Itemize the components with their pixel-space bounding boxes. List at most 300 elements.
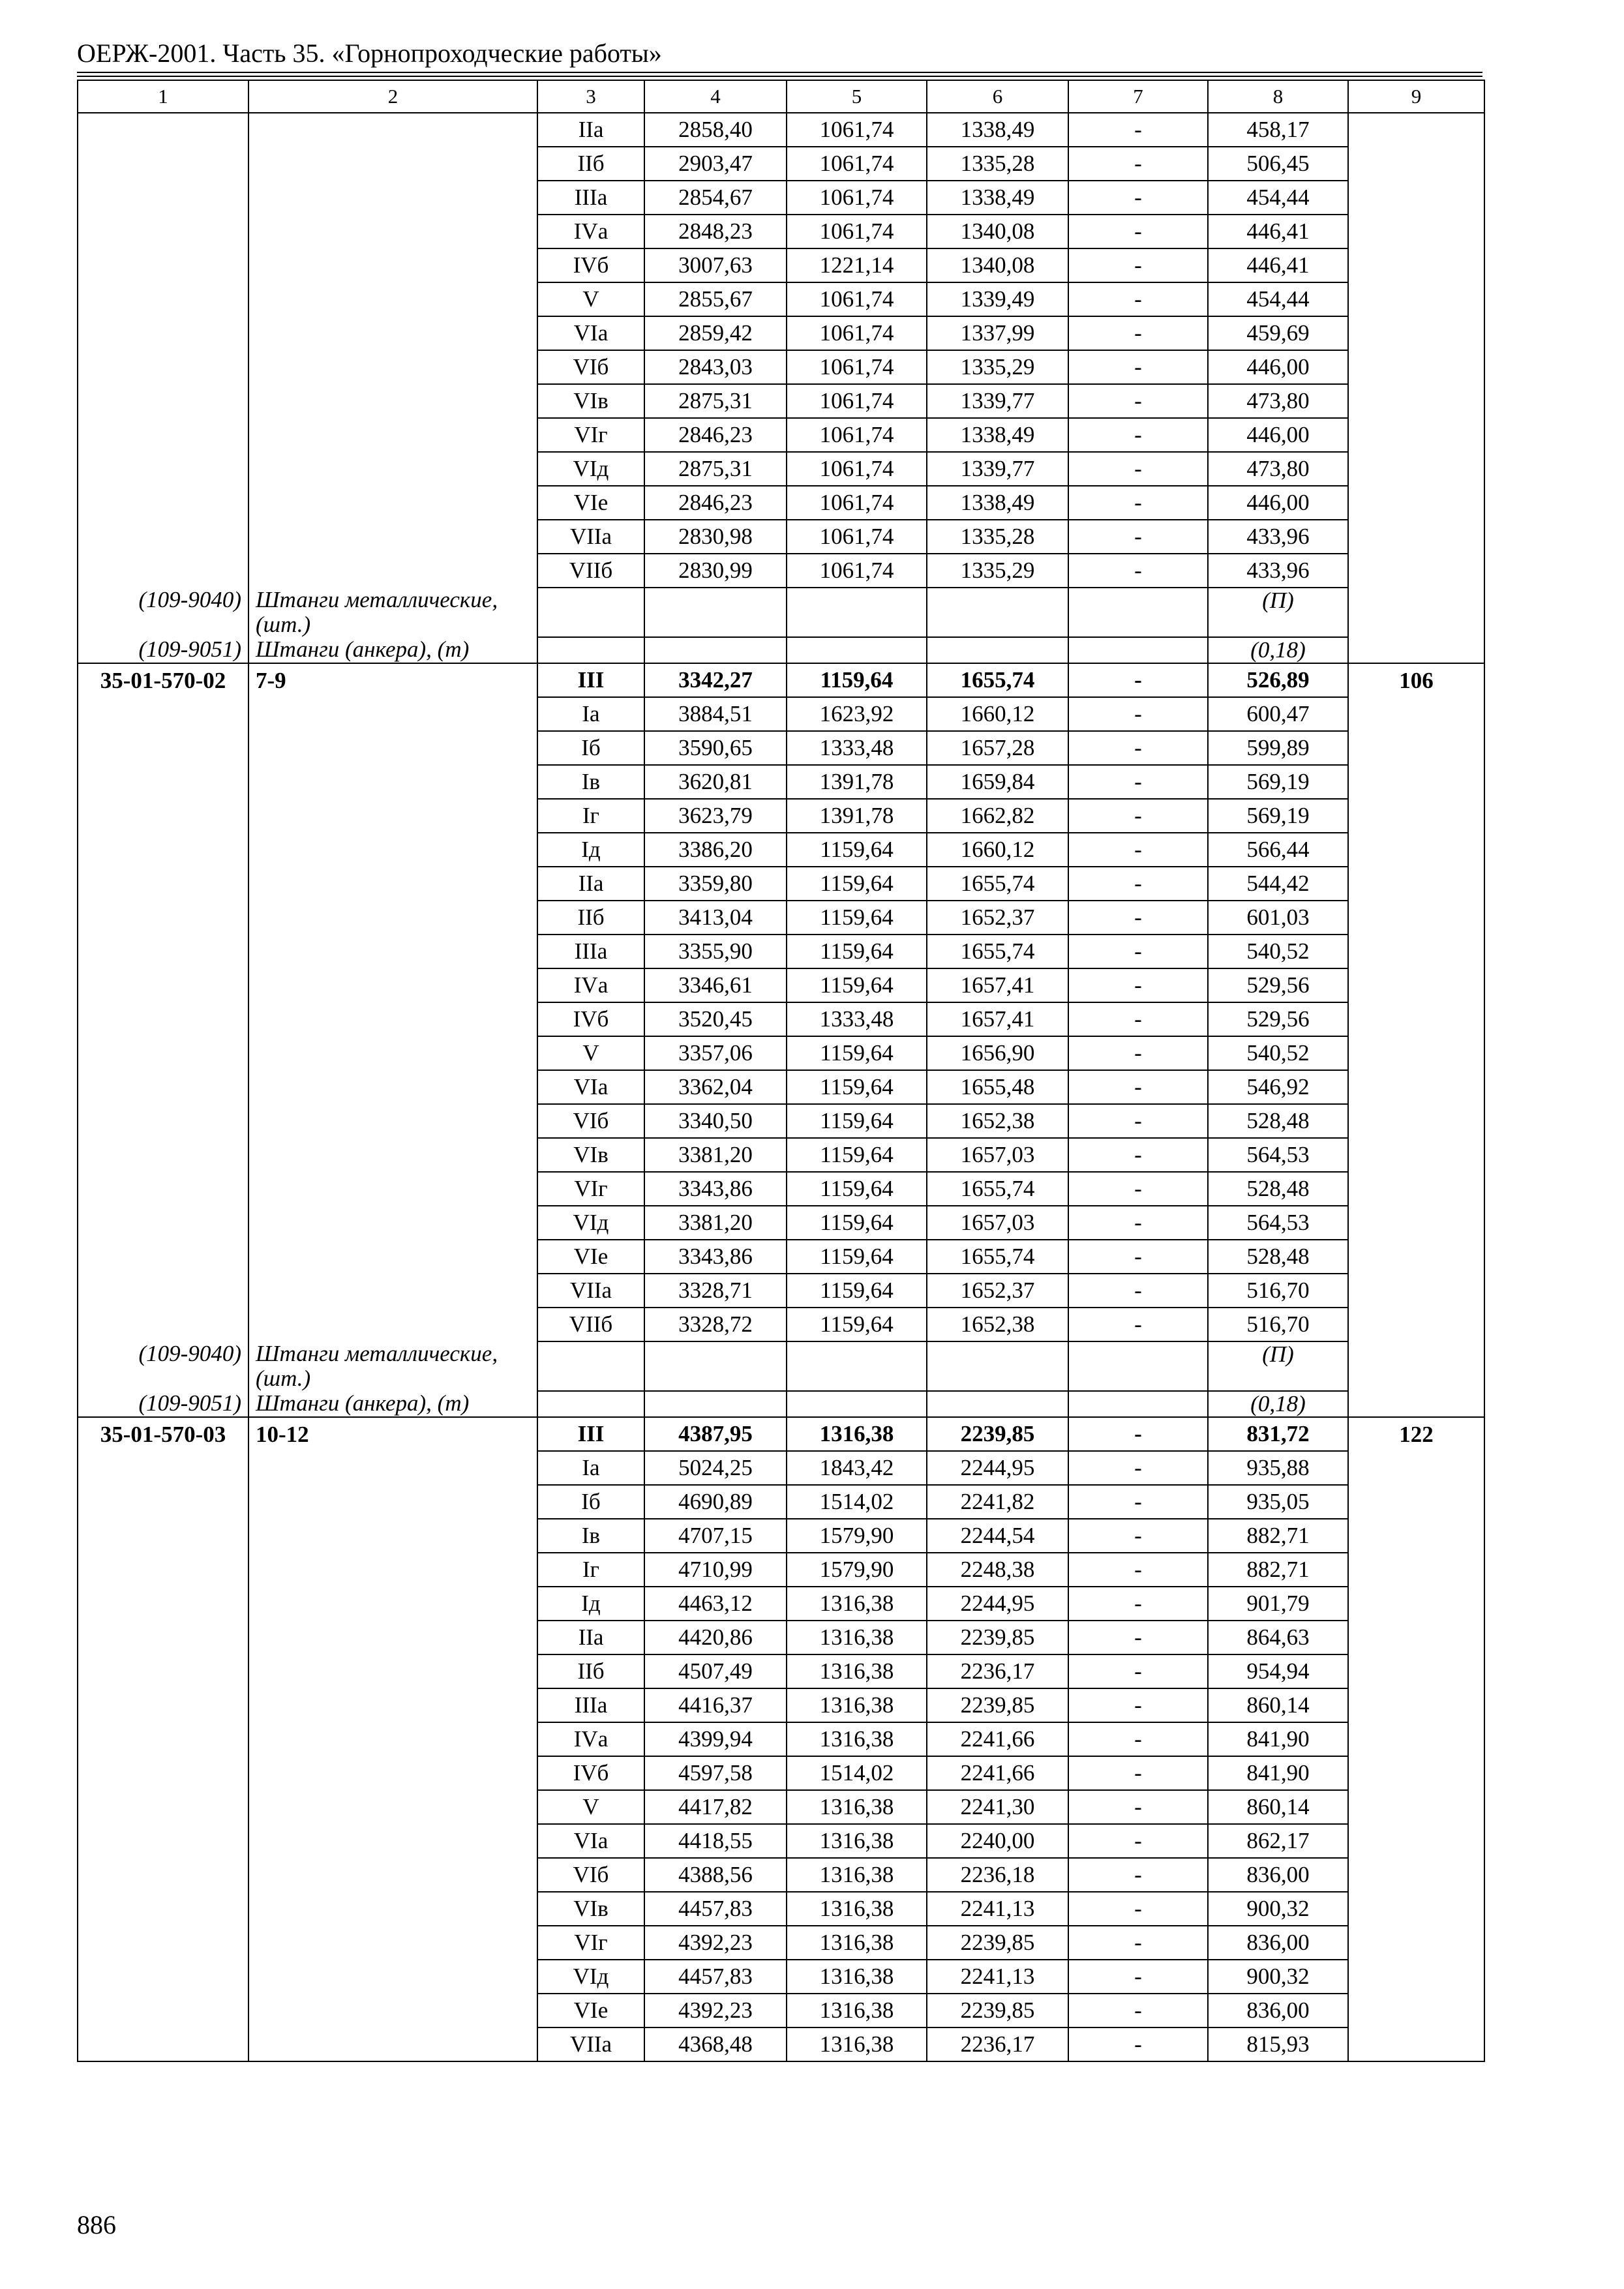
code-cell <box>78 1688 248 1722</box>
value-cell-c8: 836,00 <box>1208 1858 1348 1892</box>
note-text: Штанги металлические, (шт.) <box>248 588 537 637</box>
code-cell <box>78 1824 248 1858</box>
value-cell-c7: - <box>1068 2027 1208 2061</box>
value-cell-c5: 1061,74 <box>787 554 927 588</box>
name-cell <box>248 384 537 418</box>
value-cell-c8: 566,44 <box>1208 833 1348 867</box>
empty-cell <box>927 637 1068 663</box>
value-cell-c6: 2241,13 <box>927 1960 1068 1994</box>
value-cell-c4: 4416,37 <box>644 1688 787 1722</box>
total-cell <box>1348 1274 1484 1308</box>
name-cell <box>248 486 537 520</box>
value-cell-c4: 3328,71 <box>644 1274 787 1308</box>
value-cell-c8: 954,94 <box>1208 1654 1348 1688</box>
value-cell-c7: - <box>1068 1070 1208 1104</box>
total-cell <box>1348 1553 1484 1587</box>
empty-cell <box>787 1341 927 1391</box>
value-cell-c5: 1579,90 <box>787 1553 927 1587</box>
table-row <box>78 1451 1484 1485</box>
name-cell <box>248 901 537 935</box>
value-cell-c8: 446,41 <box>1208 248 1348 282</box>
value-cell-c6: 1662,82 <box>927 799 1068 833</box>
value-cell-c7: - <box>1068 248 1208 282</box>
value-cell-c7: - <box>1068 1892 1208 1926</box>
total-cell <box>1348 833 1484 867</box>
total-cell <box>1348 1994 1484 2027</box>
total-cell <box>1348 1104 1484 1138</box>
total-cell <box>1348 799 1484 833</box>
value-cell-c8: 882,71 <box>1208 1519 1348 1553</box>
value-cell-c4: 3381,20 <box>644 1206 787 1240</box>
name-cell <box>248 799 537 833</box>
empty-cell <box>644 588 787 637</box>
value-cell-c8: 901,79 <box>1208 1587 1348 1621</box>
note-value: (0,18) <box>1208 637 1348 663</box>
zone-cell: VIа <box>537 1070 644 1104</box>
table-row <box>78 867 1484 901</box>
value-cell-c7: - <box>1068 1858 1208 1892</box>
code-cell <box>78 1587 248 1621</box>
column-number: 1 <box>78 80 248 113</box>
value-cell-c6: 1652,37 <box>927 1274 1068 1308</box>
table-row <box>78 1206 1484 1240</box>
value-cell-c7: - <box>1068 799 1208 833</box>
zone-cell: VIд <box>537 452 644 486</box>
value-cell-c6: 1659,84 <box>927 765 1068 799</box>
name-cell <box>248 113 537 147</box>
zone-cell: V <box>537 1036 644 1070</box>
total-cell <box>1348 1926 1484 1960</box>
value-cell-c7: - <box>1068 282 1208 316</box>
empty-cell <box>537 588 644 637</box>
value-cell-c6: 1652,38 <box>927 1104 1068 1138</box>
value-cell-c7: - <box>1068 1994 1208 2027</box>
value-cell-c5: 1061,74 <box>787 520 927 554</box>
value-cell-c6: 1657,28 <box>927 731 1068 765</box>
code-cell <box>78 316 248 350</box>
code-cell <box>78 181 248 215</box>
value-cell-c6: 1339,77 <box>927 452 1068 486</box>
value-cell-c4: 4420,86 <box>644 1621 787 1654</box>
value-cell-c5: 1316,38 <box>787 1994 927 2027</box>
name-cell <box>248 1654 537 1688</box>
price-table-body <box>78 80 1484 2061</box>
value-cell-c7: - <box>1068 1722 1208 1756</box>
zone-cell: IVа <box>537 968 644 1002</box>
table-row <box>78 901 1484 935</box>
note-code: (109-9051) <box>78 1391 248 1417</box>
value-cell-c7: - <box>1068 901 1208 935</box>
value-cell-c8: 569,19 <box>1208 765 1348 799</box>
value-cell-c7: - <box>1068 1519 1208 1553</box>
value-cell-c4: 2858,40 <box>644 113 787 147</box>
total-cell <box>1348 588 1484 637</box>
zone-cell: VIа <box>537 1824 644 1858</box>
value-cell-c8: 528,48 <box>1208 1172 1348 1206</box>
table-row <box>78 833 1484 867</box>
empty-cell <box>644 1341 787 1391</box>
value-cell-c4: 3355,90 <box>644 935 787 968</box>
name-cell <box>248 697 537 731</box>
zone-cell: Iв <box>537 765 644 799</box>
value-cell-c4: 4418,55 <box>644 1824 787 1858</box>
code-cell <box>78 1621 248 1654</box>
total-cell <box>1348 418 1484 452</box>
value-cell-c7: - <box>1068 935 1208 968</box>
value-cell-c4: 4690,89 <box>644 1485 787 1519</box>
value-cell-c8: 446,00 <box>1208 418 1348 452</box>
code-cell <box>78 452 248 486</box>
value-cell-c8: 900,32 <box>1208 1892 1348 1926</box>
code-cell <box>78 147 248 181</box>
value-cell-c6: 1340,08 <box>927 248 1068 282</box>
value-cell-c5: 1316,38 <box>787 1960 927 1994</box>
empty-cell <box>537 1391 644 1417</box>
code-cell <box>78 1104 248 1138</box>
zone-cell: IVб <box>537 248 644 282</box>
name-cell <box>248 554 537 588</box>
value-cell-c8: 458,17 <box>1208 113 1348 147</box>
value-cell-c5: 1391,78 <box>787 765 927 799</box>
empty-cell <box>644 637 787 663</box>
zone-cell: IIб <box>537 147 644 181</box>
value-cell-c4: 3340,50 <box>644 1104 787 1138</box>
name-cell: 10-12 <box>248 1417 537 1451</box>
value-cell-c8: 831,72 <box>1208 1417 1348 1451</box>
value-cell-c5: 1316,38 <box>787 1892 927 1926</box>
value-cell-c8: 540,52 <box>1208 1036 1348 1070</box>
name-cell <box>248 1274 537 1308</box>
value-cell-c8: 600,47 <box>1208 697 1348 731</box>
value-cell-c7: - <box>1068 1138 1208 1172</box>
value-cell-c5: 1316,38 <box>787 1722 927 1756</box>
name-cell <box>248 350 537 384</box>
value-cell-c6: 2236,17 <box>927 1654 1068 1688</box>
value-cell-c8: 601,03 <box>1208 901 1348 935</box>
table-row <box>78 1621 1484 1654</box>
name-cell <box>248 181 537 215</box>
name-cell <box>248 867 537 901</box>
total-cell <box>1348 1138 1484 1172</box>
value-cell-c8: 815,93 <box>1208 2027 1348 2061</box>
value-cell-c5: 1316,38 <box>787 1688 927 1722</box>
value-cell-c7: - <box>1068 697 1208 731</box>
value-cell-c5: 1159,64 <box>787 1036 927 1070</box>
code-cell <box>78 1926 248 1960</box>
value-cell-c6: 1660,12 <box>927 833 1068 867</box>
value-cell-c8: 599,89 <box>1208 731 1348 765</box>
value-cell-c6: 2240,00 <box>927 1824 1068 1858</box>
value-cell-c5: 1061,74 <box>787 350 927 384</box>
table-row <box>78 1274 1484 1308</box>
value-cell-c8: 836,00 <box>1208 1994 1348 2027</box>
value-cell-c7: - <box>1068 418 1208 452</box>
table-row <box>78 384 1484 418</box>
value-cell-c4: 3623,79 <box>644 799 787 833</box>
table-row <box>78 316 1484 350</box>
name-cell <box>248 833 537 867</box>
value-cell-c6: 1338,49 <box>927 181 1068 215</box>
value-cell-c5: 1061,74 <box>787 384 927 418</box>
value-cell-c6: 1340,08 <box>927 215 1068 248</box>
value-cell-c6: 1655,74 <box>927 663 1068 697</box>
value-cell-c6: 1335,29 <box>927 554 1068 588</box>
zone-cell: VIе <box>537 1240 644 1274</box>
empty-cell <box>787 1391 927 1417</box>
note-text: Штанги (анкера), (т) <box>248 637 537 663</box>
value-cell-c5: 1316,38 <box>787 1654 927 1688</box>
code-cell <box>78 1756 248 1790</box>
total-cell <box>1348 350 1484 384</box>
table-row <box>78 935 1484 968</box>
zone-cell: Iг <box>537 799 644 833</box>
name-cell <box>248 1553 537 1587</box>
value-cell-c7: - <box>1068 1960 1208 1994</box>
table-row <box>78 554 1484 588</box>
table-row <box>78 1104 1484 1138</box>
zone-cell: VIIа <box>537 2027 644 2061</box>
code-cell <box>78 731 248 765</box>
zone-cell: VIд <box>537 1960 644 1994</box>
value-cell-c4: 2848,23 <box>644 215 787 248</box>
value-cell-c7: - <box>1068 1654 1208 1688</box>
value-cell-c7: - <box>1068 350 1208 384</box>
value-cell-c6: 2244,54 <box>927 1519 1068 1553</box>
column-number: 4 <box>644 80 787 113</box>
total-cell <box>1348 1824 1484 1858</box>
value-cell-c5: 1579,90 <box>787 1519 927 1553</box>
value-cell-c8: 529,56 <box>1208 1002 1348 1036</box>
total-cell <box>1348 384 1484 418</box>
code-cell <box>78 1274 248 1308</box>
value-cell-c6: 1338,49 <box>927 113 1068 147</box>
value-cell-c4: 2859,42 <box>644 316 787 350</box>
value-cell-c5: 1061,74 <box>787 215 927 248</box>
name-cell <box>248 1308 537 1341</box>
total-cell <box>1348 1070 1484 1104</box>
value-cell-c6: 1652,37 <box>927 901 1068 935</box>
value-cell-c5: 1159,64 <box>787 833 927 867</box>
code-cell <box>78 520 248 554</box>
zone-cell: III <box>537 663 644 697</box>
zone-cell: IIа <box>537 1621 644 1654</box>
note-row <box>78 588 1484 637</box>
value-cell-c4: 3620,81 <box>644 765 787 799</box>
name-cell <box>248 520 537 554</box>
value-cell-c4: 4707,15 <box>644 1519 787 1553</box>
table-row <box>78 1172 1484 1206</box>
value-cell-c4: 4463,12 <box>644 1587 787 1621</box>
value-cell-c8: 473,80 <box>1208 452 1348 486</box>
value-cell-c7: - <box>1068 731 1208 765</box>
value-cell-c7: - <box>1068 316 1208 350</box>
total-cell <box>1348 1587 1484 1621</box>
value-cell-c6: 1657,41 <box>927 968 1068 1002</box>
name-cell <box>248 248 537 282</box>
value-cell-c6: 1338,49 <box>927 486 1068 520</box>
note-text: Штанги (анкера), (т) <box>248 1391 537 1417</box>
name-cell <box>248 1790 537 1824</box>
name-cell <box>248 418 537 452</box>
code-cell <box>78 697 248 731</box>
name-cell <box>248 1892 537 1926</box>
zone-cell: IIIа <box>537 1688 644 1722</box>
zone-cell: VIв <box>537 384 644 418</box>
total-cell <box>1348 765 1484 799</box>
value-cell-c8: 526,89 <box>1208 663 1348 697</box>
name-cell <box>248 1036 537 1070</box>
value-cell-c8: 516,70 <box>1208 1274 1348 1308</box>
value-cell-c4: 3007,63 <box>644 248 787 282</box>
value-cell-c8: 860,14 <box>1208 1790 1348 1824</box>
total-cell <box>1348 1722 1484 1756</box>
table-row <box>78 181 1484 215</box>
value-cell-c4: 3362,04 <box>644 1070 787 1104</box>
value-cell-c5: 1221,14 <box>787 248 927 282</box>
empty-cell <box>537 637 644 663</box>
value-cell-c5: 1333,48 <box>787 731 927 765</box>
code-cell <box>78 486 248 520</box>
value-cell-c8: 454,44 <box>1208 181 1348 215</box>
value-cell-c5: 1159,64 <box>787 1206 927 1240</box>
header-rule-double <box>77 76 1482 77</box>
value-cell-c5: 1159,64 <box>787 1104 927 1138</box>
zone-cell: Iб <box>537 731 644 765</box>
value-cell-c5: 1159,64 <box>787 1138 927 1172</box>
zone-cell: VIIа <box>537 1274 644 1308</box>
value-cell-c6: 2236,18 <box>927 1858 1068 1892</box>
total-cell: 106 <box>1348 663 1484 697</box>
name-cell <box>248 1206 537 1240</box>
value-cell-c6: 2239,85 <box>927 1688 1068 1722</box>
value-cell-c8: 516,70 <box>1208 1308 1348 1341</box>
zone-cell: IIIа <box>537 181 644 215</box>
table-row <box>78 452 1484 486</box>
value-cell-c7: - <box>1068 833 1208 867</box>
value-cell-c6: 1337,99 <box>927 316 1068 350</box>
value-cell-c7: - <box>1068 1451 1208 1485</box>
code-cell <box>78 1172 248 1206</box>
name-cell <box>248 2027 537 2061</box>
name-cell <box>248 1926 537 1960</box>
note-value: (П) <box>1208 1341 1348 1391</box>
value-cell-c8: 564,53 <box>1208 1206 1348 1240</box>
table-row <box>78 520 1484 554</box>
value-cell-c7: - <box>1068 1688 1208 1722</box>
total-cell <box>1348 1519 1484 1553</box>
code-cell <box>78 1519 248 1553</box>
value-cell-c4: 3884,51 <box>644 697 787 731</box>
table-row <box>78 147 1484 181</box>
value-cell-c5: 1316,38 <box>787 1790 927 1824</box>
column-number: 7 <box>1068 80 1208 113</box>
value-cell-c5: 1159,64 <box>787 1172 927 1206</box>
value-cell-c7: - <box>1068 384 1208 418</box>
zone-cell: VIв <box>537 1138 644 1172</box>
empty-cell <box>787 637 927 663</box>
total-cell <box>1348 248 1484 282</box>
name-cell <box>248 1722 537 1756</box>
total-cell <box>1348 697 1484 731</box>
code-cell <box>78 554 248 588</box>
value-cell-c5: 1391,78 <box>787 799 927 833</box>
value-cell-c6: 2244,95 <box>927 1587 1068 1621</box>
table-row <box>78 1485 1484 1519</box>
name-cell <box>248 1688 537 1722</box>
code-cell <box>78 384 248 418</box>
total-cell <box>1348 486 1484 520</box>
header-rule <box>77 72 1482 73</box>
zone-cell: VIе <box>537 1994 644 2027</box>
value-cell-c6: 2241,82 <box>927 1485 1068 1519</box>
total-cell <box>1348 147 1484 181</box>
value-cell-c8: 454,44 <box>1208 282 1348 316</box>
value-cell-c6: 2239,85 <box>927 1994 1068 2027</box>
total-cell <box>1348 1036 1484 1070</box>
value-cell-c6: 1339,49 <box>927 282 1068 316</box>
value-cell-c4: 3342,27 <box>644 663 787 697</box>
table-row <box>78 799 1484 833</box>
table-row <box>78 1994 1484 2027</box>
table-row <box>78 663 1484 697</box>
value-cell-c5: 1316,38 <box>787 1926 927 1960</box>
value-cell-c8: 900,32 <box>1208 1960 1348 1994</box>
value-cell-c4: 4392,23 <box>644 1926 787 1960</box>
value-cell-c7: - <box>1068 1417 1208 1451</box>
value-cell-c6: 1656,90 <box>927 1036 1068 1070</box>
name-cell <box>248 316 537 350</box>
empty-cell <box>787 588 927 637</box>
value-cell-c6: 2239,85 <box>927 1926 1068 1960</box>
table-row <box>78 1587 1484 1621</box>
name-cell <box>248 1824 537 1858</box>
zone-cell: VIе <box>537 486 644 520</box>
code-cell <box>78 1553 248 1587</box>
zone-cell: VIб <box>537 1104 644 1138</box>
name-cell <box>248 1451 537 1485</box>
name-cell <box>248 765 537 799</box>
note-value: (0,18) <box>1208 1391 1348 1417</box>
value-cell-c7: - <box>1068 554 1208 588</box>
value-cell-c5: 1159,64 <box>787 867 927 901</box>
value-cell-c4: 4387,95 <box>644 1417 787 1451</box>
table-row <box>78 731 1484 765</box>
total-cell <box>1348 867 1484 901</box>
code-cell <box>78 2027 248 2061</box>
value-cell-c5: 1316,38 <box>787 2027 927 2061</box>
value-cell-c8: 433,96 <box>1208 520 1348 554</box>
zone-cell: IIб <box>537 1654 644 1688</box>
value-cell-c4: 4417,82 <box>644 1790 787 1824</box>
code-cell <box>78 113 248 147</box>
value-cell-c8: 841,90 <box>1208 1722 1348 1756</box>
value-cell-c4: 2830,99 <box>644 554 787 588</box>
total-cell <box>1348 731 1484 765</box>
value-cell-c7: - <box>1068 867 1208 901</box>
value-cell-c7: - <box>1068 1104 1208 1138</box>
value-cell-c6: 1657,41 <box>927 1002 1068 1036</box>
value-cell-c7: - <box>1068 520 1208 554</box>
zone-cell: VIг <box>537 418 644 452</box>
column-number: 3 <box>537 80 644 113</box>
column-number-row <box>78 80 1484 113</box>
value-cell-c7: - <box>1068 1485 1208 1519</box>
zone-cell: Iг <box>537 1553 644 1587</box>
value-cell-c4: 2854,67 <box>644 181 787 215</box>
value-cell-c7: - <box>1068 1621 1208 1654</box>
value-cell-c8: 864,63 <box>1208 1621 1348 1654</box>
table-row <box>78 1858 1484 1892</box>
